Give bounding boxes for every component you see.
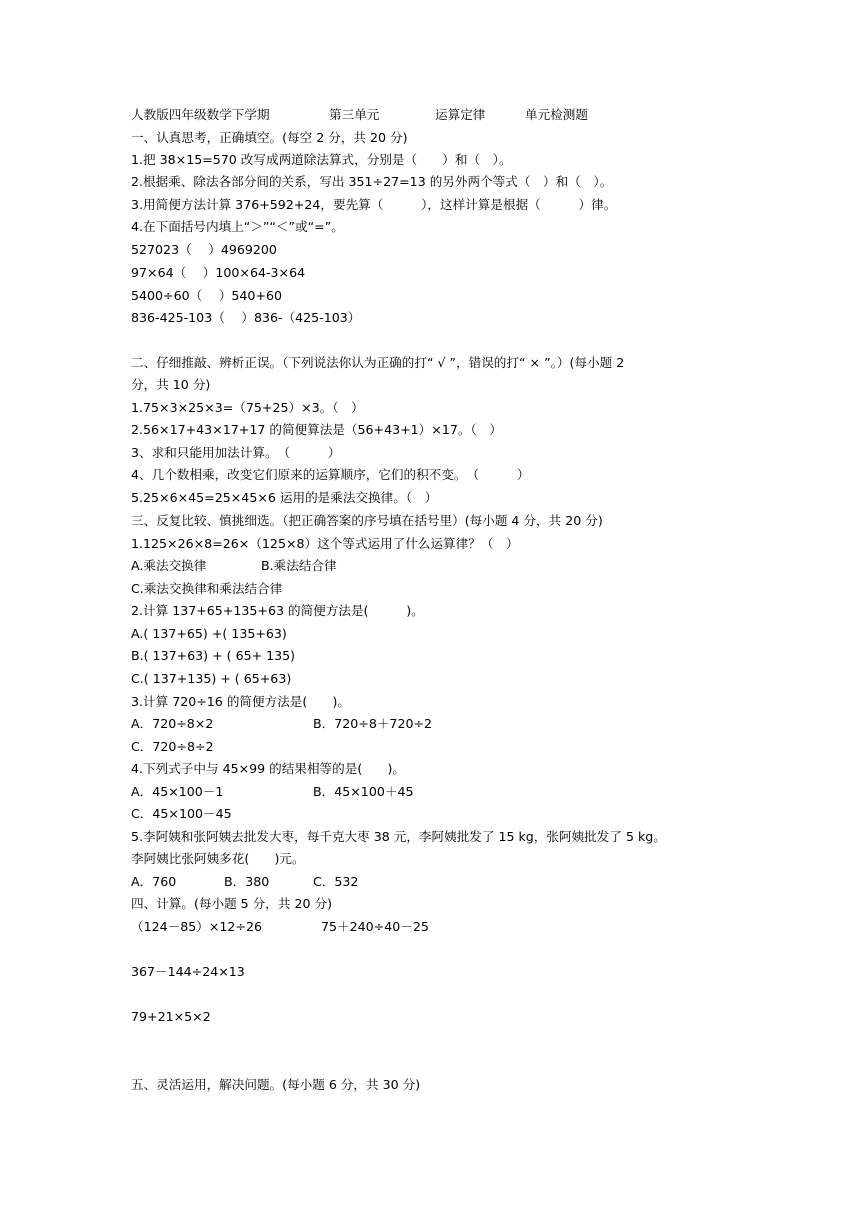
- s3-q3-option-b: B．720÷8＋720÷2: [313, 716, 433, 731]
- s1-question-3: 3.用简便方法计算 376+592+24，要先算（ ），这样计算是根据（ ）律。: [131, 197, 617, 212]
- s1-compare-2: 97×64（ ）100×64-3×64: [131, 265, 306, 280]
- s3-q2-option-b: B.( 137+63) + ( 65+ 135): [131, 648, 296, 663]
- section-3-heading: 三、反复比较、慎挑细选。（把正确答案的序号填在括号里）(每小题 4 分，共 20 分): [131, 513, 603, 528]
- s4-expressions-row: [131, 919, 429, 935]
- s3-question-4: 4.下列式子中与 45×99 的结果相等的是( )。: [131, 761, 405, 776]
- s1-compare-1: 527023（ ）4969200: [131, 242, 277, 257]
- s3-q5-options-row: [131, 874, 359, 890]
- section-2-heading-cont: 分，共 10 分): [131, 377, 211, 392]
- title-type: 单元检测题: [525, 107, 588, 122]
- s1-question-2: 2.根据乘、除法各部分间的关系，写出 351÷27=13 的另外两个等式（ ）和（ ）。: [131, 174, 613, 189]
- document-title: [131, 107, 588, 123]
- s3-question-2: 2.计算 137+65+135+63 的简便方法是( )。: [131, 603, 424, 618]
- title-course: 人教版四年级数学下学期: [131, 107, 270, 122]
- s3-question-5-cont: 李阿姨比张阿姨多花( )元。: [131, 851, 305, 866]
- s2-question-1: 1.75×3×25×3=（75+25）×3。（ ）: [131, 400, 364, 415]
- s3-q1-option-a: A.乘法交换律: [131, 558, 207, 573]
- s3-q4-option-a: A．45×100－1: [131, 784, 224, 799]
- s2-question-3: 3、求和只能用加法计算。 （ ）: [131, 445, 341, 460]
- s3-q3-option-a: A．720÷8×2: [131, 716, 214, 731]
- s3-q5-option-c: C．532: [313, 874, 359, 889]
- s1-compare-4: 836-425-103（ ）836-（425-103）: [131, 310, 361, 325]
- s3-question-1: 1.125×26×8=26×（125×8）这个等式运用了什么运算律？（ ）: [131, 536, 519, 551]
- section-2-heading: 二、仔细推敲、辨析正误。（下列说法你认为正确的打“ √ ”，错误的打“ × ”。）(每小题 2: [131, 355, 625, 370]
- s2-question-2: 2.56×17+43×17+17 的简便算法是（56+43+1）×17。（ ）: [131, 422, 502, 437]
- s3-q1-options-row: [131, 558, 337, 574]
- s3-q1-option-b: B.乘法结合律: [261, 558, 337, 573]
- s3-q4-options-row: [131, 784, 414, 800]
- title-topic: 运算定律: [435, 107, 486, 122]
- s3-q3-option-c: C．720÷8÷2: [131, 739, 214, 754]
- title-unit: 第三单元: [329, 107, 380, 122]
- s2-question-5: 5.25×6×45=25×45×6 运用的是乘法交换律。（ ）: [131, 490, 438, 505]
- section-5-heading: 五、灵活运用，解决问题。(每小题 6 分，共 30 分): [131, 1077, 421, 1092]
- s3-q4-option-c: C．45×100－45: [131, 806, 232, 821]
- s3-question-3: 3.计算 720÷16 的简便方法是( )。: [131, 694, 350, 709]
- s3-q2-option-a: A.( 137+65) +( 135+63): [131, 626, 287, 641]
- s3-q5-option-b: B．380: [224, 874, 270, 889]
- s3-q3-options-row: [131, 716, 433, 732]
- s4-expression-1: （124－85）×12÷26: [131, 919, 262, 934]
- s1-question-1: 1.把 38×15=570 改写成两道除法算式，分别是（ ）和（ ）。: [131, 152, 512, 167]
- s1-compare-3: 5400÷60（ ）540+60: [131, 288, 283, 303]
- section-1-heading: 一、认真思考，正确填空。(每空 2 分，共 20 分): [131, 130, 408, 145]
- section-4-heading: 四、计算。(每小题 5 分，共 20 分): [131, 896, 333, 911]
- s3-q2-option-c: C.( 137+135) + ( 65+63): [131, 671, 292, 686]
- s4-expression-3: 367－144÷24×13: [131, 964, 245, 979]
- s3-q1-option-c: C.乘法交换律和乘法结合律: [131, 581, 283, 596]
- s3-q4-option-b: B．45×100＋45: [313, 784, 414, 799]
- s1-question-4: 4.在下面括号内填上“＞”“＜”或“=”。: [131, 219, 344, 234]
- s3-q5-option-a: A．760: [131, 874, 177, 889]
- s4-expression-2: 75＋240÷40－25: [321, 919, 429, 934]
- s3-question-5: 5.李阿姨和张阿姨去批发大枣，每千克大枣 38 元，李阿姨批发了 15 kg，张阿姨批发了 5 kg。: [131, 829, 666, 844]
- s2-question-4: 4、几个数相乘，改变它们原来的运算顺序，它们的积不变。 （ ）: [131, 467, 530, 482]
- s4-expression-4: 79+21×5×2: [131, 1009, 211, 1024]
